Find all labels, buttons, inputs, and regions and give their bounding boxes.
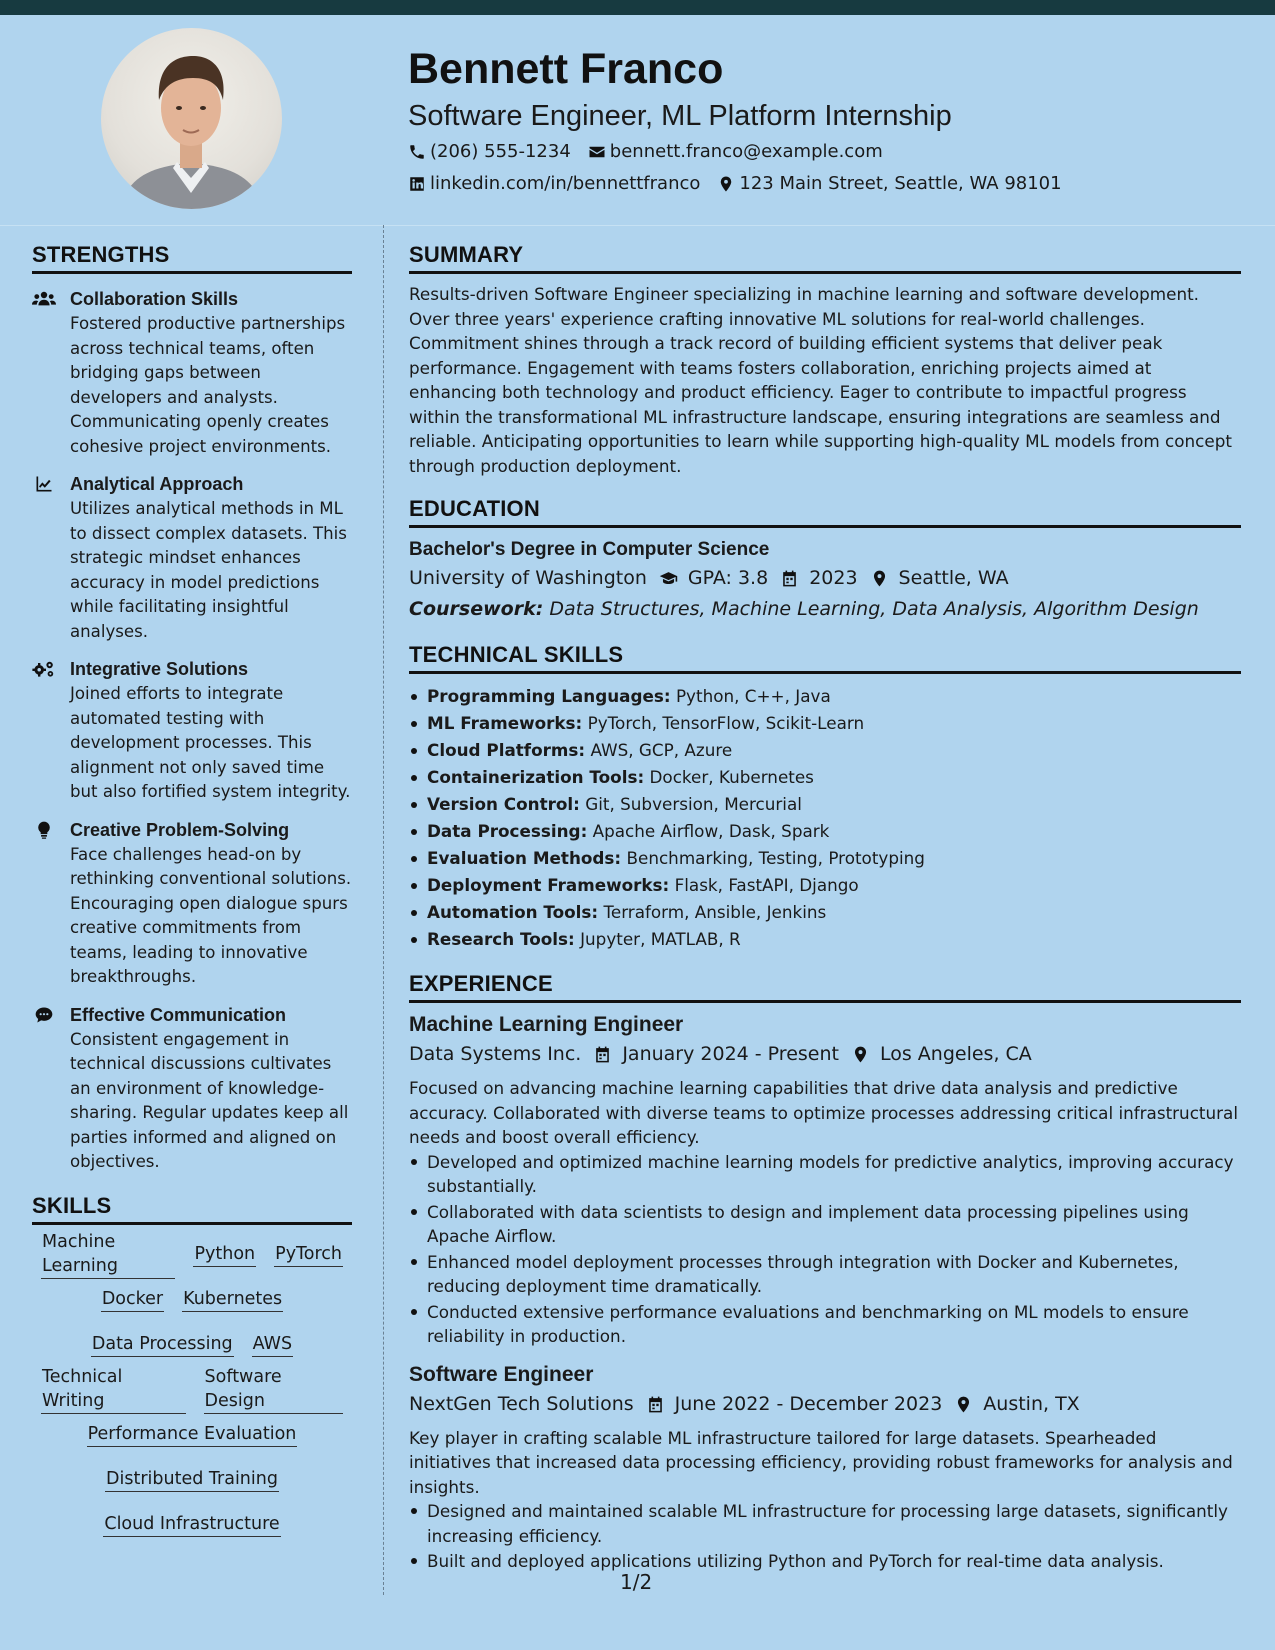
strength-title: Collaboration Skills	[70, 289, 239, 309]
skill-value: Git, Subversion, Mercurial	[585, 794, 802, 814]
envelope-icon	[588, 143, 606, 161]
list-item	[409, 737, 1241, 764]
users-icon	[32, 289, 56, 309]
skill-chip: Performance Evaluation	[87, 1422, 298, 1447]
skill-chip: Docker	[101, 1287, 164, 1312]
strength-text: Fostered productive partnerships across technical teams, often bridging gaps between developers and analysts. Communicating openly creates cohesive project environments.	[70, 314, 346, 456]
skill-chip: Technical Writing	[41, 1365, 186, 1414]
skills-row	[32, 1277, 352, 1322]
job-description: Key player in crafting scalable ML infrastructure tailored for large datasets. Spearheaded initiatives that increased data processing efficiency, providing robust frameworks for analysis and insights.	[409, 1427, 1233, 1497]
strength-title: Effective Communication	[70, 1004, 287, 1025]
skill-label: Programming Languages:	[427, 686, 671, 706]
skills-chips	[32, 1232, 352, 1547]
company-name: Data Systems Inc.	[409, 1043, 582, 1065]
strength-item	[32, 817, 352, 990]
skill-label: Version Control:	[427, 794, 580, 814]
strength-title: Integrative Solutions	[70, 659, 249, 679]
list-item: Designed and maintained scalable ML infrastructure for processing large datasets, significantly increasing efficiency.	[409, 1499, 1241, 1548]
skill-value: Jupyter, MATLAB, R	[580, 929, 741, 949]
degree-title: Bachelor's Degree in Computer Science	[409, 539, 770, 560]
gpa-text: GPA: 3.8	[687, 567, 769, 589]
company-name: NextGen Tech Solutions	[409, 1392, 634, 1415]
skill-label: Research Tools:	[427, 929, 575, 949]
linkedin-text[interactable]: linkedin.com/in/bennettfranco	[430, 173, 701, 194]
strength-title: Analytical Approach	[70, 474, 244, 494]
job-meta	[409, 1389, 1241, 1420]
email-text[interactable]: bennett.franco@example.com	[609, 141, 883, 162]
list-item	[409, 683, 1241, 710]
list-item: Conducted extensive performance evaluations and benchmarking on ML models to ensure reliability in production.	[409, 1300, 1241, 1349]
left-column	[32, 226, 352, 1547]
technical-skills-list	[409, 683, 1241, 953]
linkedin-contact[interactable]	[408, 168, 700, 200]
skill-chip: Python	[193, 1242, 256, 1267]
strength-item	[32, 286, 352, 459]
skills-row	[32, 1322, 352, 1367]
skill-label: Automation Tools:	[427, 902, 599, 922]
map-pin-icon	[954, 1395, 973, 1414]
page-number: 1/2	[620, 1570, 653, 1594]
contact-row-1	[408, 136, 1238, 168]
strengths-heading: STRENGTHS	[32, 226, 352, 274]
skill-chip: Software Design	[204, 1365, 343, 1414]
list-item	[409, 899, 1241, 926]
list-item: Collaborated with data scientists to design and implement data processing pipelines using Apache Airflow.	[409, 1200, 1241, 1249]
phone-icon	[408, 143, 426, 161]
skills-heading: SKILLS	[32, 1177, 352, 1225]
lightbulb-icon	[32, 820, 56, 840]
phone-text: (206) 555-1234	[430, 141, 571, 162]
job-location-meta	[851, 1039, 1032, 1070]
strength-text: Utilizes analytical methods in ML to dissect complex datasets. This strategic mindset enhances accuracy in model predictions while facilitating insightful analyses.	[70, 499, 347, 641]
job-meta	[409, 1039, 1241, 1070]
list-item	[409, 818, 1241, 845]
edu-location-meta	[870, 563, 1009, 594]
skill-chip: Data Processing	[91, 1332, 234, 1357]
contact-row-2	[408, 168, 1238, 200]
skill-label: Data Processing:	[427, 821, 588, 841]
technical-skills-heading: TECHNICAL SKILLS	[409, 626, 1241, 674]
strength-text: Consistent engagement in technical discussions cultivates an environment of knowledge-sharing. Regular updates keep all parties informed and aligned on objectives.	[70, 1029, 349, 1171]
candidate-role: Software Engineer, ML Platform Internship	[408, 100, 952, 132]
experience-heading: EXPERIENCE	[409, 955, 1241, 1003]
skill-label: Containerization Tools:	[427, 767, 645, 787]
job-dates: June 2022 - December 2023	[674, 1392, 943, 1415]
skill-chip: Cloud Infrastructure	[103, 1512, 280, 1537]
right-column	[409, 226, 1241, 1575]
skills-row	[32, 1457, 352, 1502]
column-divider	[383, 225, 384, 1595]
skills-row	[32, 1502, 352, 1547]
map-pin-icon	[717, 175, 735, 193]
skill-value: Apache Airflow, Dask, Spark	[592, 821, 830, 841]
job-dates: January 2024 - Present	[622, 1043, 839, 1065]
edu-location-text: Seattle, WA	[898, 567, 1009, 589]
job-location-meta	[954, 1389, 1079, 1420]
skill-value: Flask, FastAPI, Django	[674, 875, 859, 895]
strength-item	[32, 1002, 352, 1175]
calendar-icon	[646, 1395, 665, 1414]
calendar-icon	[780, 569, 799, 588]
strength-item	[32, 471, 352, 644]
resume-header	[408, 40, 1238, 200]
skill-value: Benchmarking, Testing, Prototyping	[626, 848, 925, 868]
calendar-icon	[593, 1045, 612, 1064]
skill-label: Cloud Platforms:	[427, 740, 586, 760]
candidate-name: Bennett Franco	[408, 45, 724, 93]
list-item	[409, 926, 1241, 953]
job-dates-meta	[593, 1039, 839, 1070]
linkedin-icon	[408, 175, 426, 193]
list-item	[409, 710, 1241, 737]
job-description: Focused on advancing machine learning capabilities that drive data analysis and predictive accuracy. Collaborated with diverse teams to optimize processes addressing critical infrastructural needs and boost overall efficiency.	[409, 1078, 1238, 1147]
map-pin-icon	[870, 569, 889, 588]
job-bullets	[409, 1499, 1241, 1574]
skill-chip: Kubernetes	[182, 1287, 283, 1312]
job-dates-meta	[646, 1389, 943, 1420]
comments-icon	[32, 1005, 56, 1025]
chart-line-icon	[32, 474, 56, 494]
coursework	[409, 594, 1241, 624]
map-pin-icon	[851, 1045, 870, 1064]
graduation-cap-icon	[659, 569, 678, 588]
profile-photo	[101, 28, 282, 209]
strength-item	[32, 656, 352, 805]
phone-contact	[408, 136, 571, 168]
list-item: Developed and optimized machine learning models for predictive analytics, improving accuracy substantially.	[409, 1150, 1241, 1199]
skill-label: Deployment Frameworks:	[427, 875, 670, 895]
job-title: Software Engineer	[409, 1362, 594, 1386]
job-location: Austin, TX	[983, 1392, 1080, 1415]
skill-value: Python, C++, Java	[675, 686, 831, 706]
skill-label: Evaluation Methods:	[427, 848, 622, 868]
list-item	[409, 845, 1241, 872]
job-title: Machine Learning Engineer	[409, 1013, 684, 1036]
list-item: Built and deployed applications utilizing Python and PyTorch for real-time data analysis.	[409, 1549, 1241, 1574]
year-text: 2023	[809, 567, 858, 589]
coursework-text: Data Structures, Machine Learning, Data Analysis, Algorithm Design	[549, 598, 1199, 620]
education-meta	[409, 563, 1241, 594]
skills-row	[32, 1232, 352, 1277]
top-bar	[0, 0, 1275, 15]
list-item	[409, 764, 1241, 791]
job-location: Los Angeles, CA	[879, 1043, 1032, 1065]
address-text: 123 Main Street, Seattle, WA 98101	[739, 173, 1062, 194]
skill-chip: AWS	[252, 1332, 293, 1357]
strength-text: Joined efforts to integrate automated testing with development processes. This alignment not only saved time but also fortified system integrity.	[70, 684, 351, 801]
strength-title: Creative Problem-Solving	[70, 819, 290, 840]
gears-icon	[32, 659, 56, 679]
gpa-meta	[659, 563, 768, 594]
address-contact	[717, 168, 1061, 200]
list-item	[409, 791, 1241, 818]
skill-chip: Machine Learning	[41, 1230, 175, 1279]
email-contact[interactable]	[588, 136, 883, 168]
list-item: Enhanced model deployment processes through integration with Docker and Kubernetes, reducing deployment time dramatically.	[409, 1250, 1241, 1299]
skill-value: AWS, GCP, Azure	[590, 740, 733, 760]
skill-chip: Distributed Training	[105, 1467, 279, 1492]
skill-chip: PyTorch	[274, 1242, 343, 1267]
school-name: University of Washington	[409, 567, 647, 589]
skill-value: Terraform, Ansible, Jenkins	[603, 902, 827, 922]
skills-row	[32, 1412, 352, 1457]
job-bullets	[409, 1150, 1241, 1349]
skill-label: ML Frameworks:	[427, 713, 583, 733]
skills-row	[32, 1367, 352, 1412]
year-meta	[780, 563, 857, 594]
skill-value: Docker, Kubernetes	[649, 767, 814, 787]
skill-value: PyTorch, TensorFlow, Scikit-Learn	[587, 713, 865, 733]
list-item	[409, 872, 1241, 899]
education-heading: EDUCATION	[409, 480, 1241, 528]
coursework-label: Coursework:	[409, 598, 544, 620]
strength-text: Face challenges head-on by rethinking conventional solutions. Encouraging open dialogue spurs creative commitments from teams, leading to innovative breakthroughs.	[70, 844, 352, 986]
summary-heading: SUMMARY	[409, 226, 1241, 274]
summary-text: Results-driven Software Engineer specializing in machine learning and software development. Over three years' experience crafting innovative ML solutions for real-world challenges. Commitment shines through a track record of building efficient systems that deliver peak performance. Engagement with teams fosters collaboration, enriching projects aimed at enhancing both technology and product efficiency. Eager to contribute to impactful progress within the transformational ML infrastructure landscape, ensuring integrations are seamless and reliable. Anticipating opportunities to learn while supporting high-quality ML models from concept through production deployment.	[409, 284, 1232, 476]
